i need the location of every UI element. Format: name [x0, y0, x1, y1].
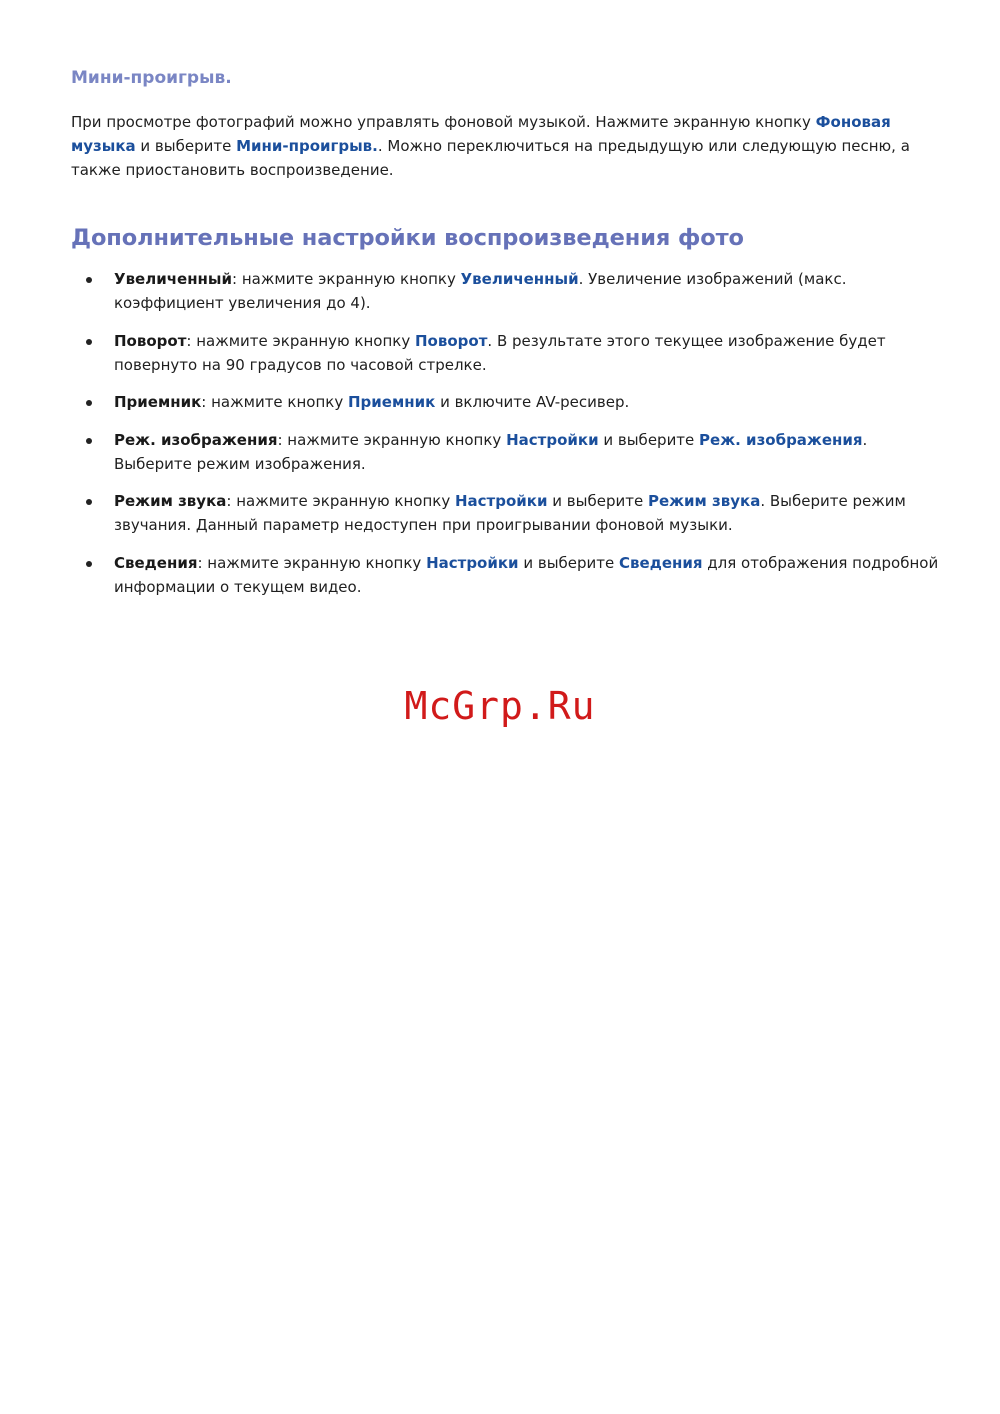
bullet-icon [86, 277, 92, 283]
item-text: . Выберите режим изображения. [114, 430, 868, 473]
document-page [71, 66, 941, 612]
bullet-icon [86, 438, 92, 444]
list-item-zoom [71, 267, 941, 315]
item-ui-ref: Настройки [506, 430, 599, 449]
item-text: и выберите [598, 430, 700, 449]
list-item-receiver [71, 390, 941, 414]
item-text: : нажмите экранную кнопку [197, 553, 427, 572]
list-item-picture-mode [71, 428, 941, 476]
item-text: : нажмите экранную кнопку [226, 492, 455, 510]
item-text: . Выберите режим звучания. Данный параметр недоступен при проигрывании фоновой музыки. [114, 492, 906, 534]
paragraph-text: При просмотре фотографий можно управлять фоновой музыкой. Нажмите экранную кнопку [71, 113, 816, 131]
mini-player-heading: Мини-проигрыв. [71, 68, 232, 88]
bullet-icon [86, 499, 92, 505]
item-ui-ref: Приемник [348, 393, 436, 411]
item-text: : нажмите экранную кнопку [186, 331, 415, 350]
item-term: Реж. изображения [114, 430, 278, 449]
paragraph-text: . Можно переключиться на предыдущую или следующую песню, а также приостановить воспроизведение. [71, 137, 910, 179]
list-item-rotate [71, 329, 941, 377]
item-term: Режим звука [114, 492, 227, 510]
watermark-text: McGrp.Ru [404, 684, 596, 728]
item-ui-ref: Сведения [619, 553, 703, 572]
item-text: и выберите [547, 492, 648, 510]
item-ui-ref: Настройки [426, 553, 519, 572]
item-ui-ref: Поворот [415, 331, 488, 350]
additional-settings-heading: Дополнительные настройки воспроизведения фото [71, 225, 744, 251]
list-item-sound-mode [71, 489, 941, 537]
item-text: . Увеличение изображений (макс. коэффициент увеличения до 4). [114, 270, 847, 312]
item-text: и выберите [518, 553, 620, 572]
item-ui-ref: Реж. изображения [699, 430, 863, 449]
mini-player-ref: Мини-проигрыв. [236, 137, 378, 155]
item-term: Увеличенный [114, 270, 233, 288]
item-text: для отображения подробной информации о текущем видео. [114, 553, 939, 596]
bullet-icon [86, 339, 92, 345]
item-text: . В результате этого текущее изображение будет повернуто на 90 градусов по часовой стрелке. [114, 331, 886, 374]
item-term: Поворот [114, 331, 187, 350]
list-item-information [71, 551, 941, 599]
bullet-icon [86, 561, 92, 567]
item-term: Приемник [114, 393, 202, 411]
item-ui-ref: Настройки [454, 492, 548, 510]
item-ui-ref: Режим звука [647, 492, 761, 510]
mini-player-paragraph [71, 110, 941, 182]
item-text: : нажмите экранную кнопку [232, 270, 461, 288]
background-music-ref: Фоновая музыка [71, 113, 891, 155]
settings-list [71, 267, 941, 599]
item-term: Сведения [114, 553, 198, 572]
item-text: : нажмите экранную кнопку [277, 430, 507, 449]
item-text: и включите AV-ресивер. [435, 393, 630, 411]
paragraph-text: и выберите [135, 137, 237, 155]
bullet-icon [86, 400, 92, 406]
item-ui-ref: Увеличенный [460, 270, 579, 288]
item-text: : нажмите кнопку [201, 393, 348, 411]
